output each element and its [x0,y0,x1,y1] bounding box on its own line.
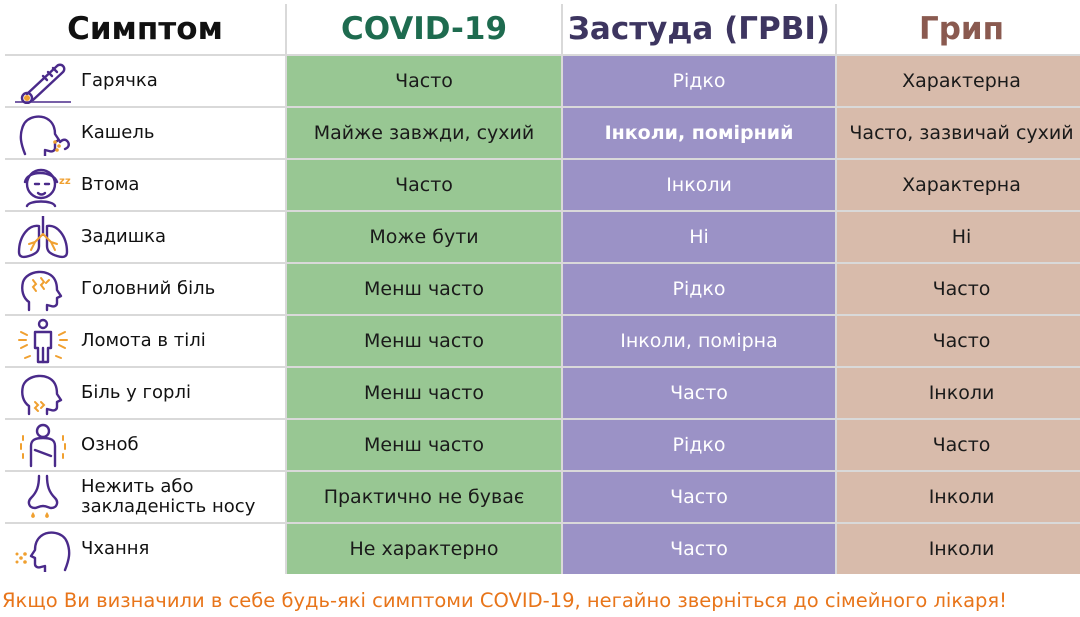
covid-cell: Менш часто [287,420,561,470]
covid-cell: Не характерно [287,524,561,574]
covid-cell: Часто [287,160,561,210]
header-covid: COVID-19 [287,4,561,54]
flu-cell: Часто [837,264,1080,314]
table-row-symptom [5,212,285,262]
cold-cell: Ні [563,212,835,262]
cold-cell: Рідко [563,264,835,314]
flu-cell: Інколи [837,368,1080,418]
table-row-symptom [5,316,285,366]
flu-cell: Часто [837,316,1080,366]
body-ache-icon [5,316,81,366]
runny-nose-icon [5,472,81,522]
fatigue-icon [5,160,81,210]
headache-icon [5,264,81,314]
table-row-symptom [5,264,285,314]
cold-cell: Часто [563,524,835,574]
cough-icon [5,108,81,158]
table-row-symptom [5,108,285,158]
footer-warning: Якщо Ви визначили в себе будь-які симптоми COVID-19, негайно зверніться до сімейного лікаря! [2,589,1007,612]
table-row-symptom [5,472,285,522]
cold-cell: Інколи, помірна [563,316,835,366]
symptom-label: Озноб [81,434,139,455]
table-row-symptom [5,160,285,210]
symptom-label: Гарячка [81,70,158,91]
covid-cell: Практично не буває [287,472,561,522]
covid-cell: Менш часто [287,316,561,366]
covid-cell: Менш часто [287,264,561,314]
symptom-label: Втома [81,174,140,195]
symptom-label: Біль у горлі [81,382,191,403]
cold-cell: Інколи [563,160,835,210]
cold-cell: Часто [563,472,835,522]
table-row-symptom [5,524,285,574]
symptom-label: Ломота в тілі [81,330,206,351]
thermometer-icon [5,56,81,106]
flu-cell: Часто [837,420,1080,470]
header-symptom: Симптом [5,4,285,54]
covid-cell: Часто [287,56,561,106]
flu-cell: Характерна [837,160,1080,210]
sneeze-icon [5,524,81,574]
symptom-label: Головний біль [81,278,216,299]
flu-cell: Характерна [837,56,1080,106]
header-flu: Грип [837,4,1080,54]
symptom-label: Чхання [81,538,150,559]
table-row-symptom [5,420,285,470]
covid-cell: Може бути [287,212,561,262]
covid-cell: Менш часто [287,368,561,418]
cold-cell: Рідко [563,420,835,470]
sore-throat-icon [5,368,81,418]
flu-cell: Інколи [837,524,1080,574]
symptom-label: Задишка [81,226,167,247]
chills-icon [5,420,81,470]
table-row-symptom [5,56,285,106]
symptom-comparison-table [5,4,1080,574]
lungs-icon [5,212,81,262]
svg-text:zz: zz [59,176,71,187]
flu-cell: Часто, зазвичай сухий [837,108,1080,158]
symptom-label: Кашель [81,122,155,143]
covid-cell: Майже завжди, сухий [287,108,561,158]
cold-cell: Інколи, помірний [563,108,835,158]
flu-cell: Ні [837,212,1080,262]
symptom-label: Нежить або закладеність носу [81,476,256,517]
header-cold: Застуда (ГРВІ) [563,4,835,54]
cold-cell: Рідко [563,56,835,106]
cold-cell: Часто [563,368,835,418]
flu-cell: Інколи [837,472,1080,522]
table-row-symptom [5,368,285,418]
